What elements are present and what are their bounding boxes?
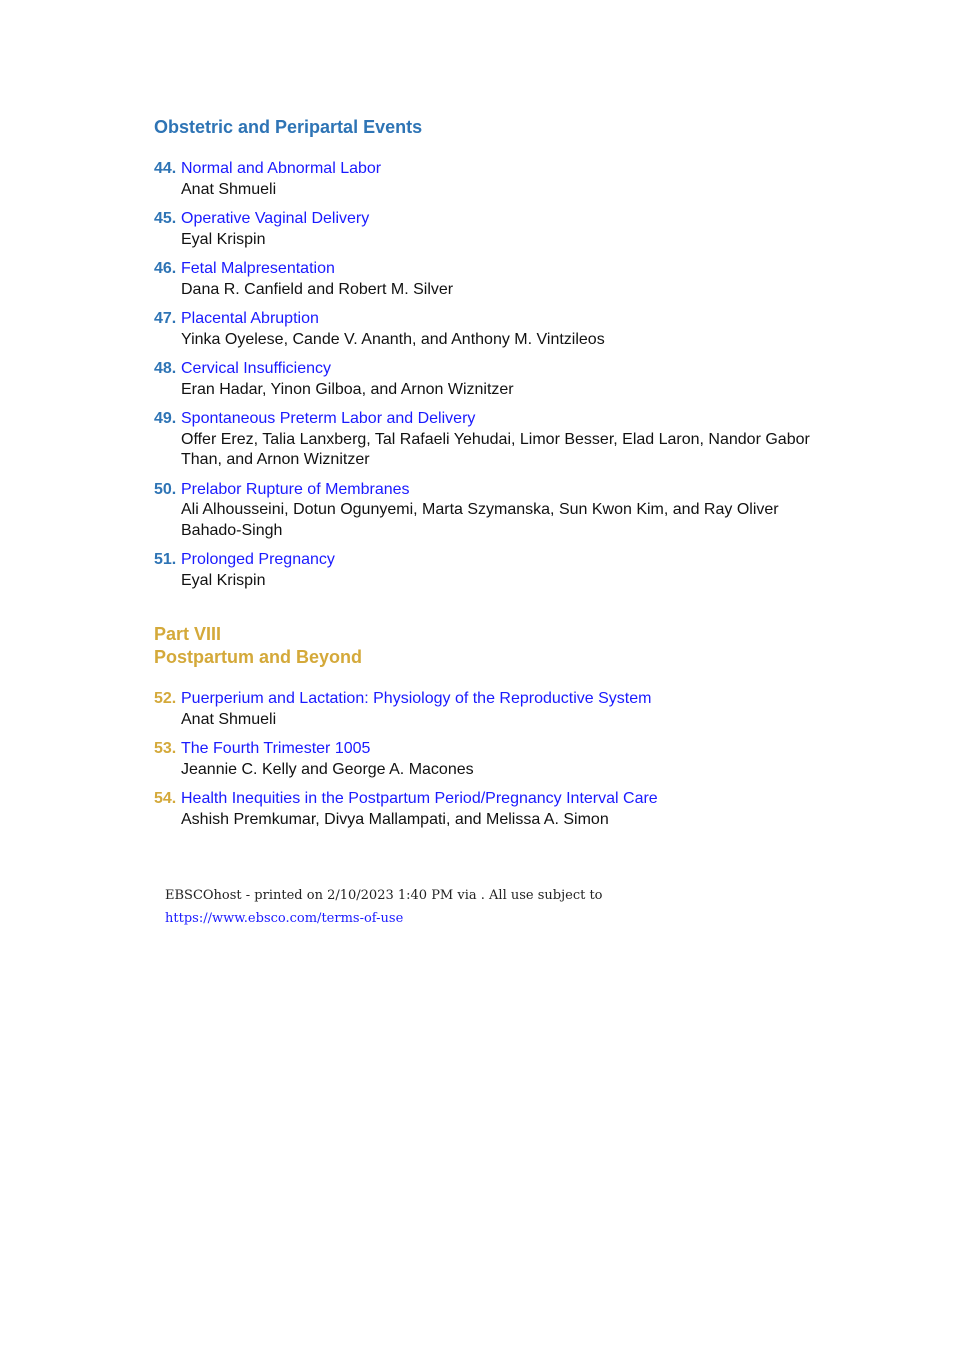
part-label: Part VIII [154,624,222,644]
chapter-authors: Dana R. Canfield and Robert M. Silver [181,280,454,298]
chapter-number: 47. [154,310,177,327]
chapter-authors: Offer Erez, Talia Lanxberg, Tal Rafaeli Yehudai, Limor Besser, Elad Laron, Nandor Gabor Than, and Arnon Wiznitzer [181,430,810,468]
chapter-link[interactable]: Cervical Insufficiency [181,360,331,377]
chapter-authors: Jeannie C. Kelly and George A. Macones [181,760,474,778]
chapter-entry [154,409,814,471]
table-of-contents [154,116,814,839]
chapter-entry [154,159,814,200]
chapter-number: 54. [154,790,177,807]
chapter-authors: Anat Shmueli [181,710,277,728]
terms-of-use-link[interactable]: https://www.ebsco.com/terms-of-use [165,911,404,926]
chapter-authors: Eyal Krispin [181,230,266,248]
chapter-link[interactable]: Placental Abruption [181,310,319,327]
chapter-number: 48. [154,360,177,377]
chapter-number: 46. [154,260,177,277]
chapter-entry [154,209,814,250]
chapter-entry [154,550,814,591]
chapter-authors: Eran Hadar, Yinon Gilboa, and Arnon Wiznitzer [181,380,514,398]
chapter-number: 50. [154,480,177,498]
chapter-link[interactable]: Health Inequities in the Postpartum Period/Pregnancy Interval Care [181,790,658,807]
chapter-link[interactable]: Prolonged Pregnancy [181,551,335,568]
chapter-entry [154,259,814,300]
chapter-authors: Eyal Krispin [181,571,266,589]
chapter-entry [154,309,814,350]
chapter-authors: Yinka Oyelese, Cande V. Ananth, and Anthony M. Vintzileos [181,330,605,348]
chapter-number: 49. [154,410,177,427]
part-title: Postpartum and Beyond [154,647,363,667]
chapter-authors: Anat Shmueli [181,180,277,198]
chapter-entry [154,689,814,730]
chapter-link[interactable]: Puerperium and Lactation: Physiology of the Reproductive System [181,690,652,707]
chapter-authors: Ashish Premkumar, Divya Mallampati, and Melissa A. Simon [181,810,609,828]
chapter-link[interactable]: Spontaneous Preterm Labor and Delivery [181,410,476,427]
chapter-entry [154,739,814,780]
chapter-list [154,159,814,591]
chapter-authors: Ali Alhousseini, Dotun Ogunyemi, Marta Szymanska, Sun Kwon Kim, and Ray Oliver Bahado-Singh [181,501,779,539]
chapter-link[interactable]: Normal and Abnormal Labor [181,160,382,177]
chapter-number: 51. [154,551,177,568]
chapter-entry [154,480,814,542]
section-title: Obstetric and Peripartal Events [154,117,423,137]
ebscohost-footer [165,884,785,930]
chapter-link[interactable]: Fetal Malpresentation [181,260,335,277]
chapter-entry [154,359,814,400]
chapter-link[interactable]: The Fourth Trimester 1005 [181,740,371,757]
part-heading [154,623,814,669]
chapter-number: 53. [154,740,177,757]
chapter-link[interactable]: Prelabor Rupture of Membranes [181,480,410,498]
chapter-link[interactable]: Operative Vaginal Delivery [181,210,370,227]
chapter-number: 45. [154,210,177,227]
chapter-number: 52. [154,690,177,707]
footer-text: EBSCOhost - printed on 2/10/2023 1:40 PM via . All use subject to [165,888,603,903]
chapter-number: 44. [154,160,177,177]
chapter-entry [154,789,814,830]
part-chapter-list [154,689,814,830]
